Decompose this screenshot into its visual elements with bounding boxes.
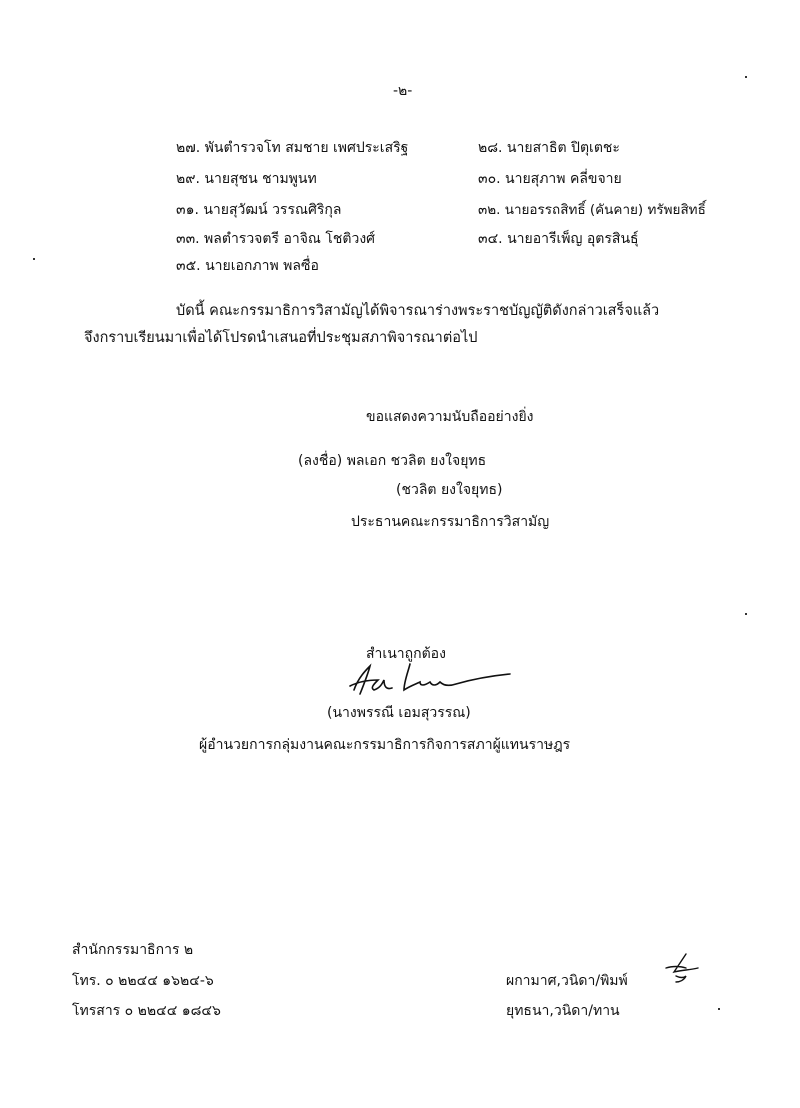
certifier-position: ผู้อำนวยการกลุ่มงานคณะกรรมาธิการกิจการสภาผู้แทนราษฎร — [199, 737, 571, 753]
member-item-32: ๓๒. นายอรรถสิทธิ์ (คันคาย) ทรัพยสิทธิ์ — [478, 202, 706, 218]
certified-copy-label: สำเนาถูกต้อง — [366, 646, 446, 662]
footer-checker: ยุทธนา,วนิดา/ทาน — [506, 1003, 620, 1019]
scan-speck — [745, 76, 747, 78]
footer-office: สำนักกรรมาธิการ ๒ — [72, 942, 194, 958]
footer-fax: โทรสาร ๐ ๒๒๔๔ ๑๘๔๖ — [72, 1003, 221, 1019]
scan-speck — [718, 1008, 720, 1010]
member-item-27: ๒๗. พันตำรวจโท สมชาย เพศประเสริฐ — [176, 140, 409, 156]
handwritten-signature — [340, 656, 530, 706]
footer-phone: โทร. ๐ ๒๒๔๔ ๑๖๒๔-๖ — [72, 973, 214, 989]
member-item-35: ๓๕. นายเอกภาพ พลซื่อ — [176, 258, 319, 274]
member-item-34: ๓๔. นายอารีเพ็ญ อุตรสินธุ์ — [478, 231, 639, 247]
scan-speck — [745, 613, 747, 615]
initials-mark — [656, 950, 706, 986]
member-item-28: ๒๘. นายสาธิต ปิตุเตชะ — [478, 140, 620, 156]
member-item-33: ๓๓. พลตำรวจตรี อาจิณ โชติวงศ์ — [176, 231, 376, 247]
member-item-29: ๒๙. นายสุชน ชามพูนท — [176, 171, 317, 187]
body-line-2: จึงกราบเรียนมาเพื่อได้โปรดนำเสนอที่ประชุมสภาพิจารณาต่อไป — [84, 330, 478, 346]
page-number: -๒- — [393, 83, 413, 99]
member-item-31: ๓๑. นายสุวัฒน์ วรรณศิริกุล — [176, 202, 342, 218]
signer-name: (ชวลิต ยงใจยุทธ) — [396, 482, 503, 498]
footer-typist: ผกามาศ,วนิดา/พิมพ์ — [506, 973, 628, 989]
certifier-name: (นางพรรณี เอมสุวรรณ) — [327, 705, 471, 721]
signer-position: ประธานคณะกรรมาธิการวิสามัญ — [351, 514, 550, 530]
body-line-1: บัดนี้ คณะกรรมาธิการวิสามัญได้พิจารณาร่างพระราชบัญญัติดังกล่าวเสร็จแล้ว — [176, 303, 660, 319]
member-item-30: ๓๐. นายสุภาพ คลี่ขจาย — [478, 171, 622, 187]
salutation: ขอแสดงความนับถืออย่างยิ่ง — [366, 409, 534, 425]
signed-line: (ลงชื่อ) พลเอก ชวลิต ยงใจยุทธ — [298, 453, 487, 469]
scan-speck — [33, 258, 35, 260]
